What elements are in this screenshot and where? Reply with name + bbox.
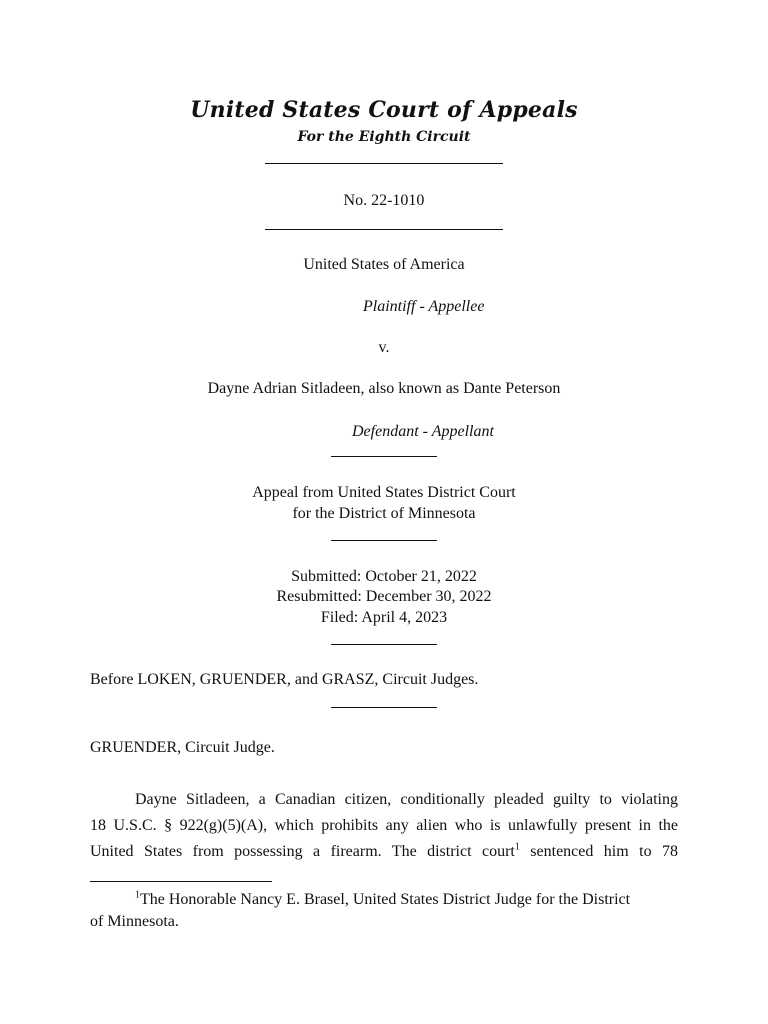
appeal-line-2: for the District of Minnesota [292,505,476,522]
dates-rule [331,644,437,645]
case-number-rule [265,229,503,230]
filed-date: Filed: April 4, 2023 [320,609,448,626]
court-title: United States Court of Appeals [190,97,578,123]
appeal-line-1: Appeal from United States District Court [252,484,516,501]
footnote-line: of Minnesota. [90,913,179,930]
footnote-reference: 1 [514,841,520,853]
defendant-role: Defendant - Appellant [352,423,494,440]
footnote-line [90,889,678,911]
footnote [90,889,678,933]
panel-rule [331,707,437,708]
opinion-line: 18 U.S.C. § 922(g)(5)(A), which prohibits any alien who is unlawfully present in the [90,817,678,834]
case-number: No. 22-1010 [343,192,425,209]
opinion-author: GRUENDER, Circuit Judge. [90,739,275,756]
opinion-line [90,839,678,865]
appeal-rule [331,540,437,541]
footnote-text: The Honorable Nancy E. Brasel, United States District Judge for the District [140,891,631,908]
panel-judges: Before LOKEN, GRUENDER, and GRASZ, Circuit Judges. [90,671,479,688]
submitted-date: Submitted: October 21, 2022 [291,568,477,585]
plaintiff-role: Plaintiff - Appellee [363,298,485,315]
opinion-paragraph [90,787,678,865]
opinion-text: United States from possessing a firearm. The district court [90,843,515,860]
defendant-name: Dayne Adrian Sitladeen, also known as Dante Peterson [207,380,561,397]
parties-rule [331,456,437,457]
versus: v. [378,339,390,356]
opinion-text: sentenced him to 78 [519,843,678,860]
opinion-line: Dayne Sitladeen, a Canadian citizen, conditionally pleaded guilty to violating [135,791,678,808]
footnote-marker: 1 [135,889,140,901]
court-subtitle: For the Eighth Circuit [297,129,471,145]
resubmitted-date: Resubmitted: December 30, 2022 [276,588,492,605]
header-rule [265,163,503,164]
plaintiff-name: United States of America [303,256,465,273]
footnote-rule [90,881,272,882]
